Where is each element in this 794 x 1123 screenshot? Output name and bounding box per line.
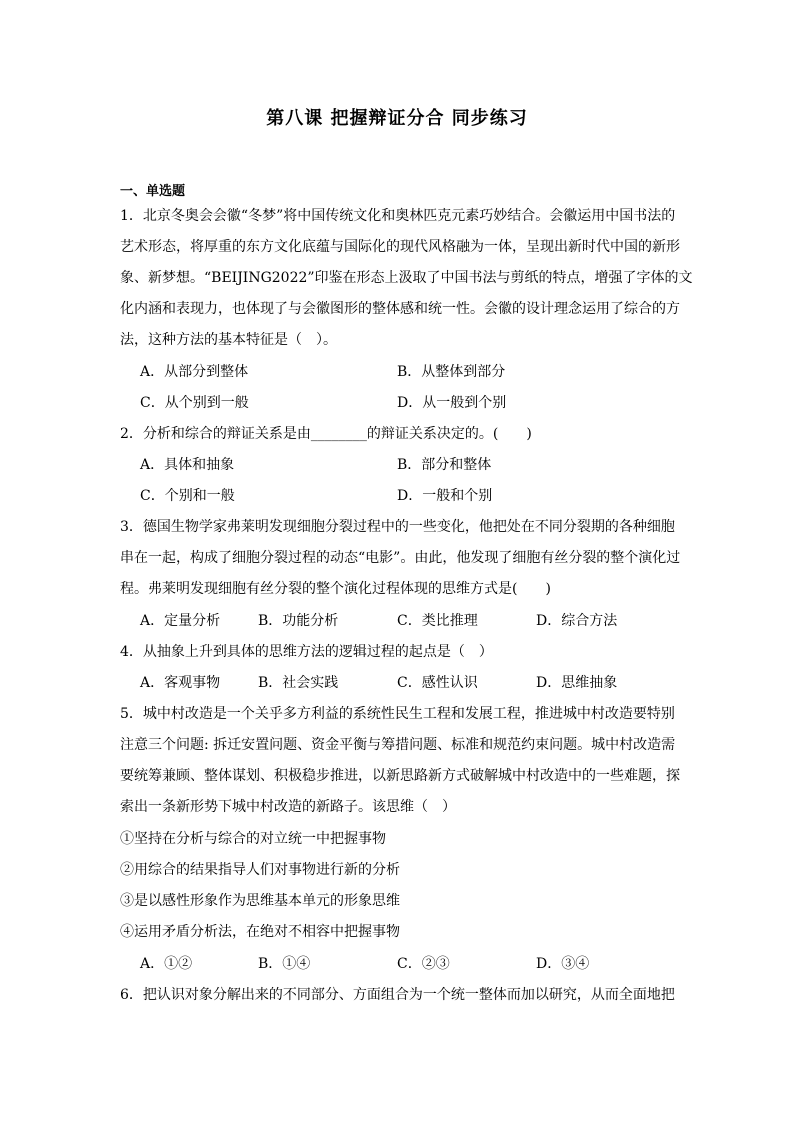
q1-option-c: C．从个别到一般	[140, 395, 249, 411]
q5-line: 注意三个问题: 拆迁安置问题、资金平衡与筹措问题、标准和规范约束问题。城中村改造需	[120, 737, 676, 753]
q4-option-b: B．社会实践	[258, 675, 339, 691]
q5-option-d: D．③④	[536, 956, 590, 972]
q2-option-c: C．个别和一般	[140, 488, 235, 504]
q3-option-c: C．类比推理	[397, 613, 478, 629]
q2-option-b: B．部分和整体	[397, 457, 492, 473]
q1-option-d: D．从一般到个别	[397, 395, 507, 411]
q1-line: 法，这种方法的基本特征是（ ）。	[120, 332, 337, 348]
q5-option-a: A．①②	[140, 956, 193, 972]
q1-line: 化内涵和表现力，也体现了与会徽图形的整体感和统一性。会徽的设计理念运用了综合的方	[120, 301, 680, 317]
q3-option-a: A．定量分析	[140, 613, 221, 629]
q4-option-a: A．客观事物	[140, 675, 221, 691]
q2-option-a: A．具体和抽象	[140, 457, 235, 473]
q3-line: 程。弗莱明发现细胞有丝分裂的整个演化过程体现的思维方式是( )	[120, 581, 551, 597]
q4-option-d: D．思维抽象	[536, 675, 618, 691]
section-heading: 一、单选题	[120, 184, 186, 199]
q5-option-c: C．②③	[397, 956, 450, 972]
q5-statement: ②用综合的结果指导人们对事物进行新的分析	[120, 862, 400, 878]
q4-line: 4．从抽象上升到具体的思维方法的逻辑过程的起点是（ ）	[120, 644, 493, 660]
q5-option-b: B．①④	[258, 956, 311, 972]
q3-option-b: B．功能分析	[258, 613, 339, 629]
q5-line: 要统筹兼顾、整体谋划、积极稳步推进，以新思路新方式破解城中村改造中的一些难题，探	[120, 768, 680, 784]
q3-line: 3．德国生物学家弗莱明发现细胞分裂过程中的一些变化，他把处在不同分裂期的各种细胞	[120, 519, 675, 535]
q2-line: 2．分析和综合的辩证关系是由________的辩证关系决定的。( )	[120, 426, 532, 442]
q1-line: 象、新梦想。“BEIJING2022”印鉴在形态上汲取了中国书法与剪纸的特点，增强了字体的文	[120, 270, 693, 286]
q4-option-c: C．感性认识	[397, 675, 478, 691]
q1-option-a: A．从部分到整体	[140, 364, 249, 380]
q2-option-d: D．一般和个别	[397, 488, 493, 504]
q1-line: 1．北京冬奥会会徽“冬梦”将中国传统文化和奥林匹克元素巧妙结合。会徽运用中国书法的	[120, 208, 676, 224]
q1-option-b: B．从整体到部分	[397, 364, 506, 380]
q6-line: 6．把认识对象分解出来的不同部分、方面组合为一个统一整体而加以研究，从而全面地把	[120, 987, 675, 1003]
page-title: 第八课 把握辩证分合 同步练习	[266, 108, 528, 129]
q3-option-d: D．综合方法	[536, 613, 618, 629]
q5-statement: ①坚持在分析与综合的对立统一中把握事物	[120, 831, 386, 847]
q5-line: 5．城中村改造是一个关乎多方利益的系统性民生工程和发展工程，推进城中村改造要特别	[120, 706, 675, 722]
q5-statement: ④运用矛盾分析法，在绝对不相容中把握事物	[120, 924, 400, 940]
q5-statement: ③是以感性形象作为思维基本单元的形象思维	[120, 893, 400, 909]
q3-line: 串在一起，构成了细胞分裂过程的动态“电影”。由此，他发现了细胞有丝分裂的整个演化过	[120, 550, 681, 566]
q5-line: 索出一条新形势下城中村改造的新路子。该思维（ ）	[120, 799, 456, 815]
q1-line: 艺术形态，将厚重的东方文化底蕴与国际化的现代风格融为一体，呈现出新时代中国的新形	[120, 239, 680, 255]
